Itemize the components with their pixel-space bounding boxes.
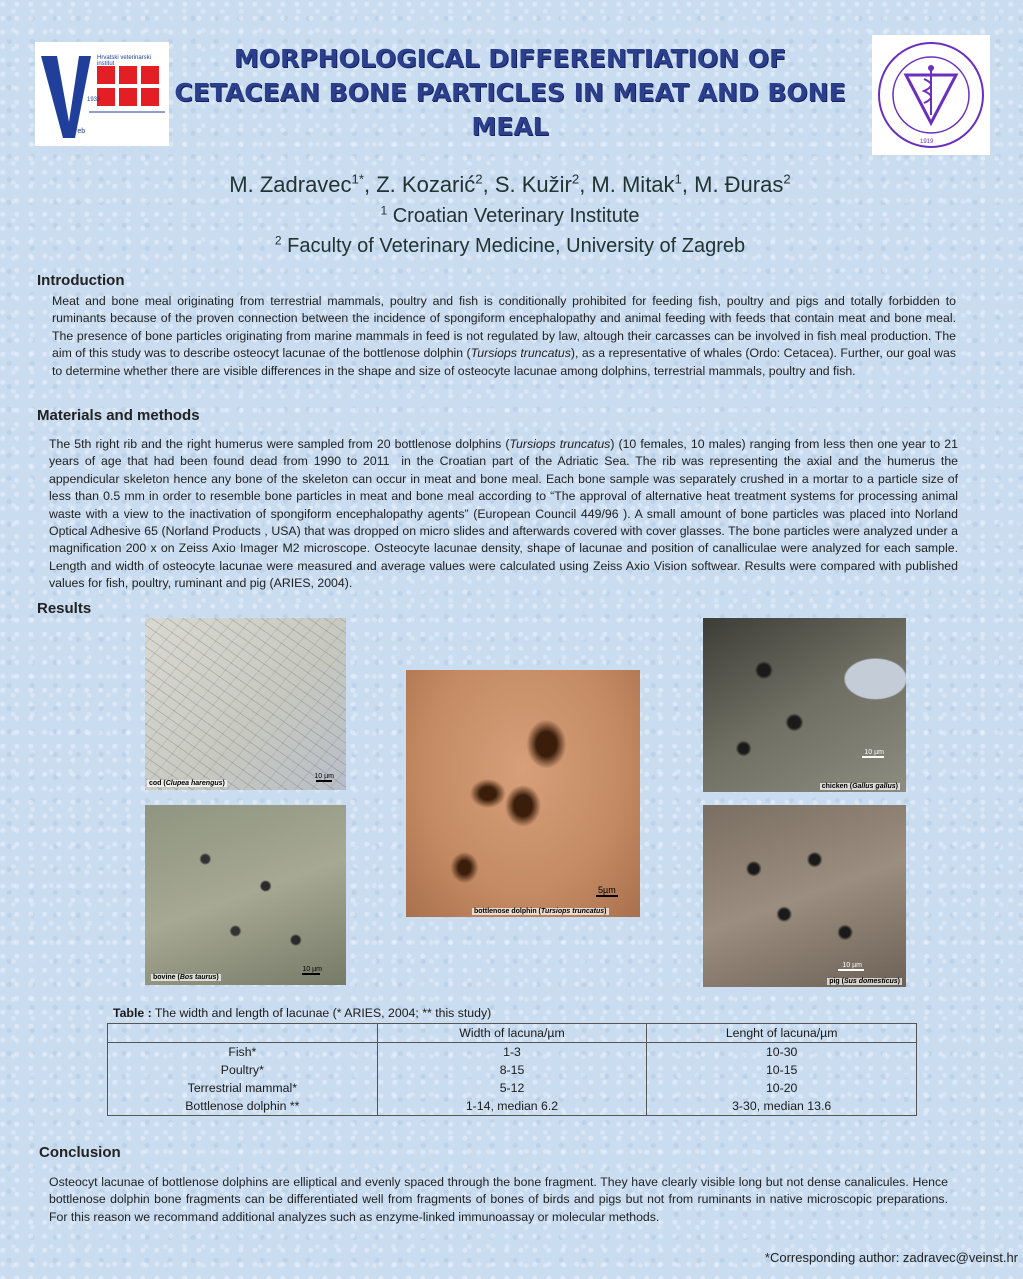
table-cell: 10-15 (647, 1061, 917, 1079)
micrograph-dolphin-caption: bottlenose dolphin (Tursiops truncatus) (474, 908, 607, 915)
introduction-text: Meat and bone meal originating from terrestrial mammals, poultry and fish is conditionally prohibited for feeding fish, poultry and pigs and totally forbidden to ruminants because of the proven connection between the incidence of spongiform encephalopathy and animal feeding with feeds that contain meat and bone meal. The presence of bone particles originating from marine mammals in feed is not regulated by law, altough their carcasses can be involved in fish meal production. The aim of this study was to describe osteocyt lacunae of the bottlenose dolphin (Tursiops truncatus), as a representative of whales (Ordo: Cetacea). Further, our goal was to determine whether there are visible differences in the shape and size of osteocyte lacunae among dolphins, terrestrial mammals, poultry and fish. (52, 294, 956, 378)
conclusion-text: Osteocyt lacunae of bottlenose dolphins are elliptical and evenly spaced through the bone fragment. They have clearly visible long but not dense canalicules. Hence bottlenose dolphin bone fragments can be differentiated well from fragments of bones of birds and pigs but not from ruminants in native microscopic preparations. For this reason we recommand additional analyzes such as enzyme-linked immunoassay or molecular methods. (49, 1175, 948, 1224)
table-caption-text: The width and length of lacunae (* ARIES, 2004; ** this study) (151, 1006, 492, 1020)
micrograph-pig-scale: 10 µm (842, 962, 862, 969)
micrograph-bovine (145, 805, 346, 985)
micrograph-bottlenose-dolphin (406, 670, 640, 917)
methods-text: The 5th right rib and the right humerus were sampled from 20 bottlenose dolphins (Tursiops truncatus) (10 females, 10 males) ranging from less then one year to 21 years of age that had been found dead from 1990 to 2011 in the Croatian part of the Adriatic Sea. The rib was representing the axial and the humerus the appendicular skeleton hence any bone of the skeleton can occur in meat and bone meal. Each bone sample was separately crushed in a mortar to a particle size of less than 0.5 mm in order to resemble bone particles in meat and bone meal according to “The approval of alternative heat treatment systems for processing animal waste with a view to the inactivation of spongiform encephalopathy agents” (European Council 449/96 ). A small amount of bone particles was placed into Norland Optical Adhesive 65 (Norland Products , USA) that was dropped on micro slides and afterwards covered with cover glasses. The bone particles were analyzed under a magnification 200 x on Zeiss Axio Imager M2 microscope. Osteocyte lacunae density, shape of lacunae and position of canalliculae were analyzed for each sample. Length and width of osteocyte lacunae were measured and average values were calculated using Zeiss Axio Vision softwear. Results were compared with published values for fish, poultry, ruminant and pig (ARIES, 2004). (49, 437, 958, 591)
logo-city: Zagreb (63, 128, 86, 135)
table-cell: 10-20 (647, 1079, 917, 1097)
methods-heading: Materials and methods (37, 407, 200, 424)
table-cell: Fish* (108, 1043, 378, 1062)
micrograph-chicken (703, 618, 906, 792)
scale-bar (302, 973, 320, 975)
affiliation-2-text: Faculty of Veterinary Medicine, University of Zagreb (281, 235, 746, 257)
micrograph-cod (145, 618, 346, 790)
micrograph-bovine-scale: 10 µm (302, 966, 322, 973)
affiliation-1 (100, 205, 920, 228)
micrograph-chicken-caption: chicken (Gallus gallus) (821, 783, 898, 790)
table-cell: Bottlenose dolphin ** (108, 1097, 378, 1116)
micrograph-bovine-caption: bovine (Bos taurus) (153, 974, 219, 981)
results-heading: Results (37, 600, 92, 617)
table-row (108, 1079, 917, 1097)
poster-title: MORPHOLOGICAL DIFFERENTIATION OF CETACEAN BONE PARTICLES IN MEAT AND BONE MEAL (174, 44, 846, 141)
scale-bar (596, 895, 618, 897)
table-header-row (108, 1024, 917, 1043)
micrograph-pig-caption: pig (Sus domesticus) (829, 978, 900, 985)
logo-year: 1933 (87, 97, 101, 103)
affiliation-1-text: Croatian Veterinary Institute (387, 205, 640, 227)
seal-year: 1919 (920, 139, 934, 145)
faculty-seal-graphic (872, 35, 990, 155)
micrograph-cod-scale: 10 µm (314, 773, 334, 780)
affiliation-2 (100, 235, 920, 258)
table-cell: 1-3 (377, 1043, 647, 1062)
introduction-heading: Introduction (37, 272, 125, 289)
scale-bar (316, 780, 332, 782)
micrograph-chicken-scale: 10 µm (864, 749, 884, 756)
table-header-cell: Width of lacuna/µm (377, 1024, 647, 1043)
table-caption (113, 1006, 491, 1020)
micrograph-cod-caption: cod (Clupea harengus) (149, 780, 225, 787)
logo-institute-name: Hrvatski veterinarski institut (97, 55, 152, 67)
table-cell: 8-15 (377, 1061, 647, 1079)
table-cell: 5-12 (377, 1079, 647, 1097)
conclusion-heading: Conclusion (39, 1144, 121, 1161)
scale-bar (862, 756, 884, 758)
table-cell: Poultry* (108, 1061, 378, 1079)
affiliation-2-number: 2 (274, 233, 282, 248)
table-caption-label: Table : (113, 1006, 152, 1020)
author-list: M. Zadravec$^{1*}$, Z. Kozarić$^2$, S. Kužir$^2$, M. Mitak$^1$, M. Đuras$^2$ (229, 171, 791, 197)
table-row (108, 1061, 917, 1079)
affiliation-1-number: 1 (380, 203, 388, 218)
faculty-seal-logo (872, 35, 990, 155)
corresponding-author: *Corresponding author: zadravec@veinst.hr (764, 1250, 1018, 1265)
table-cell: Terrestrial mammal* (108, 1079, 378, 1097)
scale-bar (838, 969, 864, 971)
table-cell: 10-30 (647, 1043, 917, 1062)
table-header-cell (108, 1024, 378, 1043)
micrograph-pig (703, 805, 906, 987)
table-cell: 1-14, median 6.2 (377, 1097, 647, 1116)
micrograph-dolphin-scale: 5µm (598, 885, 616, 895)
table-row (108, 1043, 917, 1062)
table-cell: 3-30, median 13.6 (647, 1097, 917, 1116)
table-header-cell: Lenght of lacuna/µm (647, 1024, 917, 1043)
lacunae-table (107, 1023, 917, 1116)
institute-logo (35, 42, 169, 146)
table-row (108, 1097, 917, 1116)
